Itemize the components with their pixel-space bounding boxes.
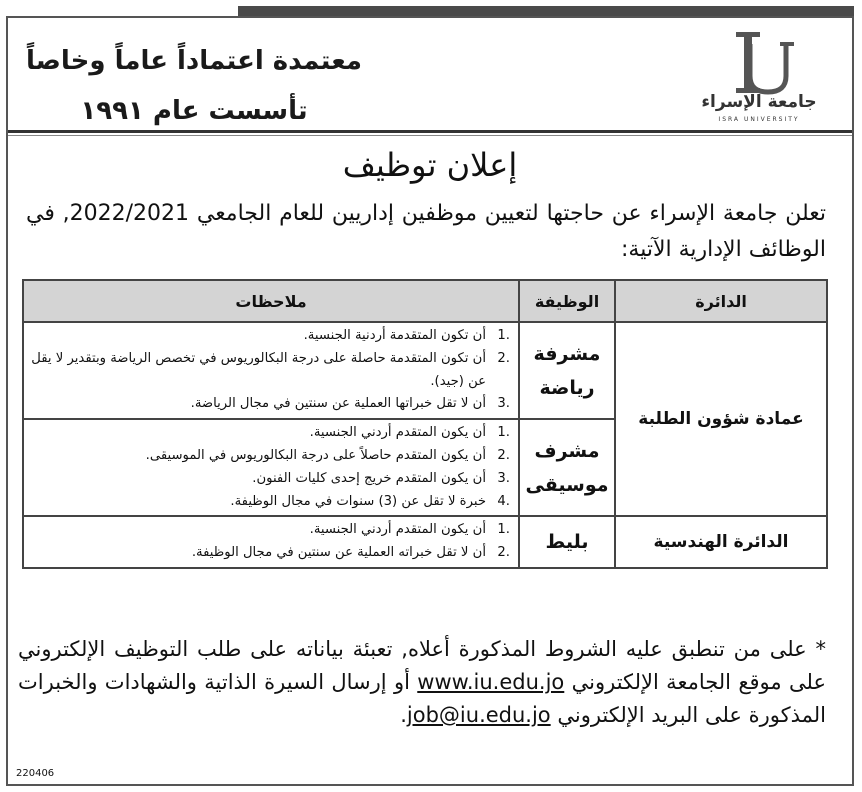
note-number: .2 — [497, 447, 510, 463]
logo-arabic-name: جامعة الإسراء — [701, 92, 817, 112]
founded-line: تأسست عام ١٩٩١ — [80, 96, 308, 126]
logo-english-name: ISRA UNIVERSITY — [718, 116, 800, 123]
notes-cell — [23, 419, 519, 516]
note-item — [30, 445, 510, 468]
note-number: .3 — [497, 396, 510, 412]
note-text: أن لا تقل خبراتها العملية عن سنتين في مجال الرياضة. — [190, 396, 486, 412]
note-number: .4 — [497, 493, 510, 509]
website-link[interactable]: www.iu.edu.jo — [417, 670, 565, 694]
ad-code: 220406 — [16, 768, 55, 779]
university-logo — [694, 30, 824, 134]
header-divider-thin — [8, 135, 852, 136]
note-text: أن لا تقل خبراته العملية عن سنتين في مجال الوظيفة. — [191, 545, 486, 561]
job-cell: مشرف موسيقى — [519, 419, 615, 516]
notes-cell — [23, 322, 519, 419]
department-cell: عمادة شؤون الطلبة — [615, 322, 827, 516]
accreditation-block — [24, 36, 364, 136]
note-number: .1 — [497, 425, 510, 441]
table-row — [23, 322, 827, 419]
note-number: .1 — [497, 522, 510, 538]
note-text: خبرة لا تقل عن (3) سنوات في مجال الوظيفة. — [230, 493, 486, 509]
instructions-text: * على من تنطبق عليه الشروط المذكورة أعلاه, تعبئة بياناته على طلب التوظيف الإلكتروني على موقع الجامعة الإلكتروني — [18, 637, 826, 694]
notes-header: ملاحظات — [23, 280, 519, 322]
note-item — [30, 468, 510, 491]
iu-monogram-icon — [714, 30, 804, 100]
accreditation-line: معتمدة اعتماداً عاماً وخاصاً — [25, 46, 362, 76]
note-text: أن تكون المتقدمة حاصلة على درجة البكالوريوس في تخصص الرياضة وبتقدير لا يقل عن (جيد). — [31, 350, 486, 389]
instructions-end: . — [400, 703, 407, 727]
note-item — [30, 393, 510, 416]
note-number: .2 — [497, 350, 510, 366]
note-item — [30, 325, 510, 348]
job-cell: مشرفة رياضة — [519, 322, 615, 419]
table-row — [23, 516, 827, 568]
note-text: أن يكون المتقدم أردني الجنسية. — [309, 522, 486, 538]
note-text: أن يكون المتقدم خريج إحدى كليات الفنون. — [252, 470, 486, 486]
note-item — [30, 422, 510, 445]
note-item — [30, 348, 510, 394]
note-number: .1 — [497, 328, 510, 343]
ad-title: إعلان توظيف — [342, 146, 518, 184]
ad-header — [8, 18, 852, 130]
instructions-text-2: أو إرسال السيرة الذاتية والشهادات والخبرات المذكورة على البريد الإلكتروني — [18, 670, 826, 727]
top-decorative-bar — [238, 6, 854, 16]
job-header: الوظيفة — [519, 280, 615, 322]
note-item — [30, 491, 510, 514]
email-link[interactable]: job@iu.edu.jo — [406, 703, 551, 727]
note-item — [30, 542, 510, 565]
note-number: .3 — [497, 470, 510, 486]
note-item — [30, 519, 510, 542]
note-text: أن تكون المتقدمة أردنية الجنسية. — [303, 328, 486, 343]
note-number: .2 — [497, 545, 510, 561]
header-divider — [8, 130, 852, 133]
department-cell: الدائرة الهندسية — [615, 516, 827, 568]
department-header: الدائرة — [615, 280, 827, 322]
table-header-row — [23, 280, 827, 322]
application-instructions — [18, 633, 826, 732]
jobs-table — [22, 279, 828, 569]
ad-intro: تعلن جامعة الإسراء عن حاجتها لتعيين موظفين إداريين للعام الجامعي 2022/2021, في الوظائف الإدارية الآتية: — [26, 201, 826, 262]
note-text: أن يكون المتقدم حاصلاً على درجة البكالوريوس في الموسيقى. — [145, 447, 486, 463]
note-text: أن يكون المتقدم أردني الجنسية. — [309, 425, 486, 441]
job-cell: بليط — [519, 516, 615, 568]
notes-cell — [23, 516, 519, 568]
